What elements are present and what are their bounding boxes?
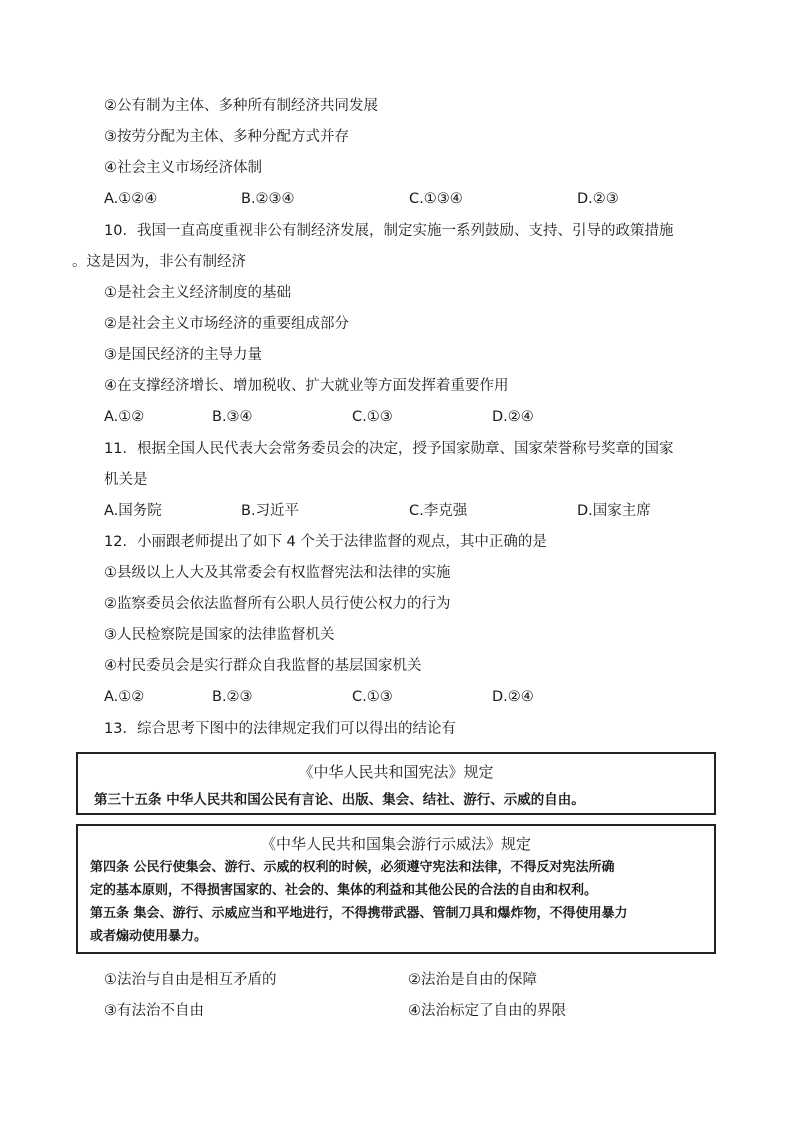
- q10-stem: 10．我国一直高度重视非公有制经济发展，制定实施一系列鼓励、支持、引导的政策措施: [104, 223, 674, 239]
- assembly-law-box: [76, 824, 716, 954]
- q11-option-d: D.国家主席: [577, 503, 651, 519]
- q10-option-a: A.①②: [104, 409, 145, 425]
- q13-stem: 13．综合思考下图中的法律规定我们可以得出的结论有: [104, 721, 456, 737]
- q11-stem: 11．根据全国人民代表大会常务委员会的决定，授予国家勋章、国家荣誉称号奖章的国家: [104, 441, 674, 457]
- article-5-line-2: 或者煽动使用暴力。: [90, 929, 208, 944]
- q10-item-4: ④在支撑经济增长、增加税收、扩大就业等方面发挥着重要作用: [104, 378, 509, 394]
- q10-item-3: ③是国民经济的主导力量: [104, 347, 262, 363]
- q9-item-4: ④社会主义市场经济体制: [104, 160, 262, 176]
- q11-stem-cont: 机关是: [104, 472, 148, 488]
- q12-item-2: ②监察委员会依法监督所有公职人员行使公权力的行为: [104, 596, 451, 612]
- q10-option-c: C.①③: [352, 409, 393, 425]
- q12-option-a: A.①②: [104, 689, 145, 705]
- q9-item-3: ③按劳分配为主体、多种分配方式并存: [104, 129, 349, 145]
- q9-option-a: A.①②④: [104, 191, 158, 207]
- constitution-title: 《中华人民共和国宪法》规定: [298, 763, 494, 781]
- q10-stem-cont: 。这是因为，非公有制经济: [72, 254, 246, 270]
- q9-option-b: B.②③④: [241, 191, 295, 207]
- q12-item-1: ①县级以上人大及其常委会有权监督宪法和法律的实施: [104, 565, 451, 581]
- q10-option-b: B.③④: [212, 409, 253, 425]
- q10-item-1: ①是社会主义经济制度的基础: [104, 285, 291, 301]
- constitution-box: [76, 752, 716, 815]
- article-5-line-1: 第五条 集会、游行、示威应当和平地进行，不得携带武器、管制刀具和爆炸物，不得使用暴力: [90, 906, 628, 921]
- q11-option-a: A.国务院: [104, 503, 162, 519]
- q9-option-c: C.①③④: [409, 191, 463, 207]
- q9-option-d: D.②③: [577, 191, 619, 207]
- q9-item-2: ②公有制为主体、多种所有制经济共同发展: [104, 98, 378, 114]
- q12-stem: 12．小丽跟老师提出了如下 4 个关于法律监督的观点，其中正确的是: [104, 534, 547, 550]
- constitution-article-35: 第三十五条 中华人民共和国公民有言论、出版、集会、结社、游行、示威的自由。: [94, 792, 585, 808]
- q13-item-1: ①法治与自由是相互矛盾的: [104, 972, 277, 988]
- article-4-line-2: 定的基本原则，不得损害国家的、社会的、集体的利益和其他公民的合法的自由和权利。: [90, 883, 598, 898]
- q11-option-c: C.李克强: [409, 503, 468, 519]
- q13-item-4: ④法治标定了自由的界限: [408, 1003, 566, 1019]
- q10-option-d: D.②④: [492, 409, 534, 425]
- q11-option-b: B.习近平: [241, 503, 300, 519]
- q12-item-4: ④村民委员会是实行群众自我监督的基层国家机关: [104, 658, 422, 674]
- q13-item-2: ②法治是自由的保障: [408, 972, 537, 988]
- q12-item-3: ③人民检察院是国家的法律监督机关: [104, 627, 335, 643]
- article-4-line-1: 第四条 公民行使集会、游行、示威的权利的时候，必须遵守宪法和法律，不得反对宪法所确: [90, 860, 615, 875]
- q10-item-2: ②是社会主义市场经济的重要组成部分: [104, 316, 349, 332]
- assembly-law-title: 《中华人民共和国集会游行示威法》规定: [260, 835, 531, 853]
- q12-option-b: B.②③: [212, 689, 253, 705]
- q12-option-c: C.①③: [352, 689, 393, 705]
- q13-item-3: ③有法治不自由: [104, 1003, 204, 1019]
- q12-option-d: D.②④: [492, 689, 534, 705]
